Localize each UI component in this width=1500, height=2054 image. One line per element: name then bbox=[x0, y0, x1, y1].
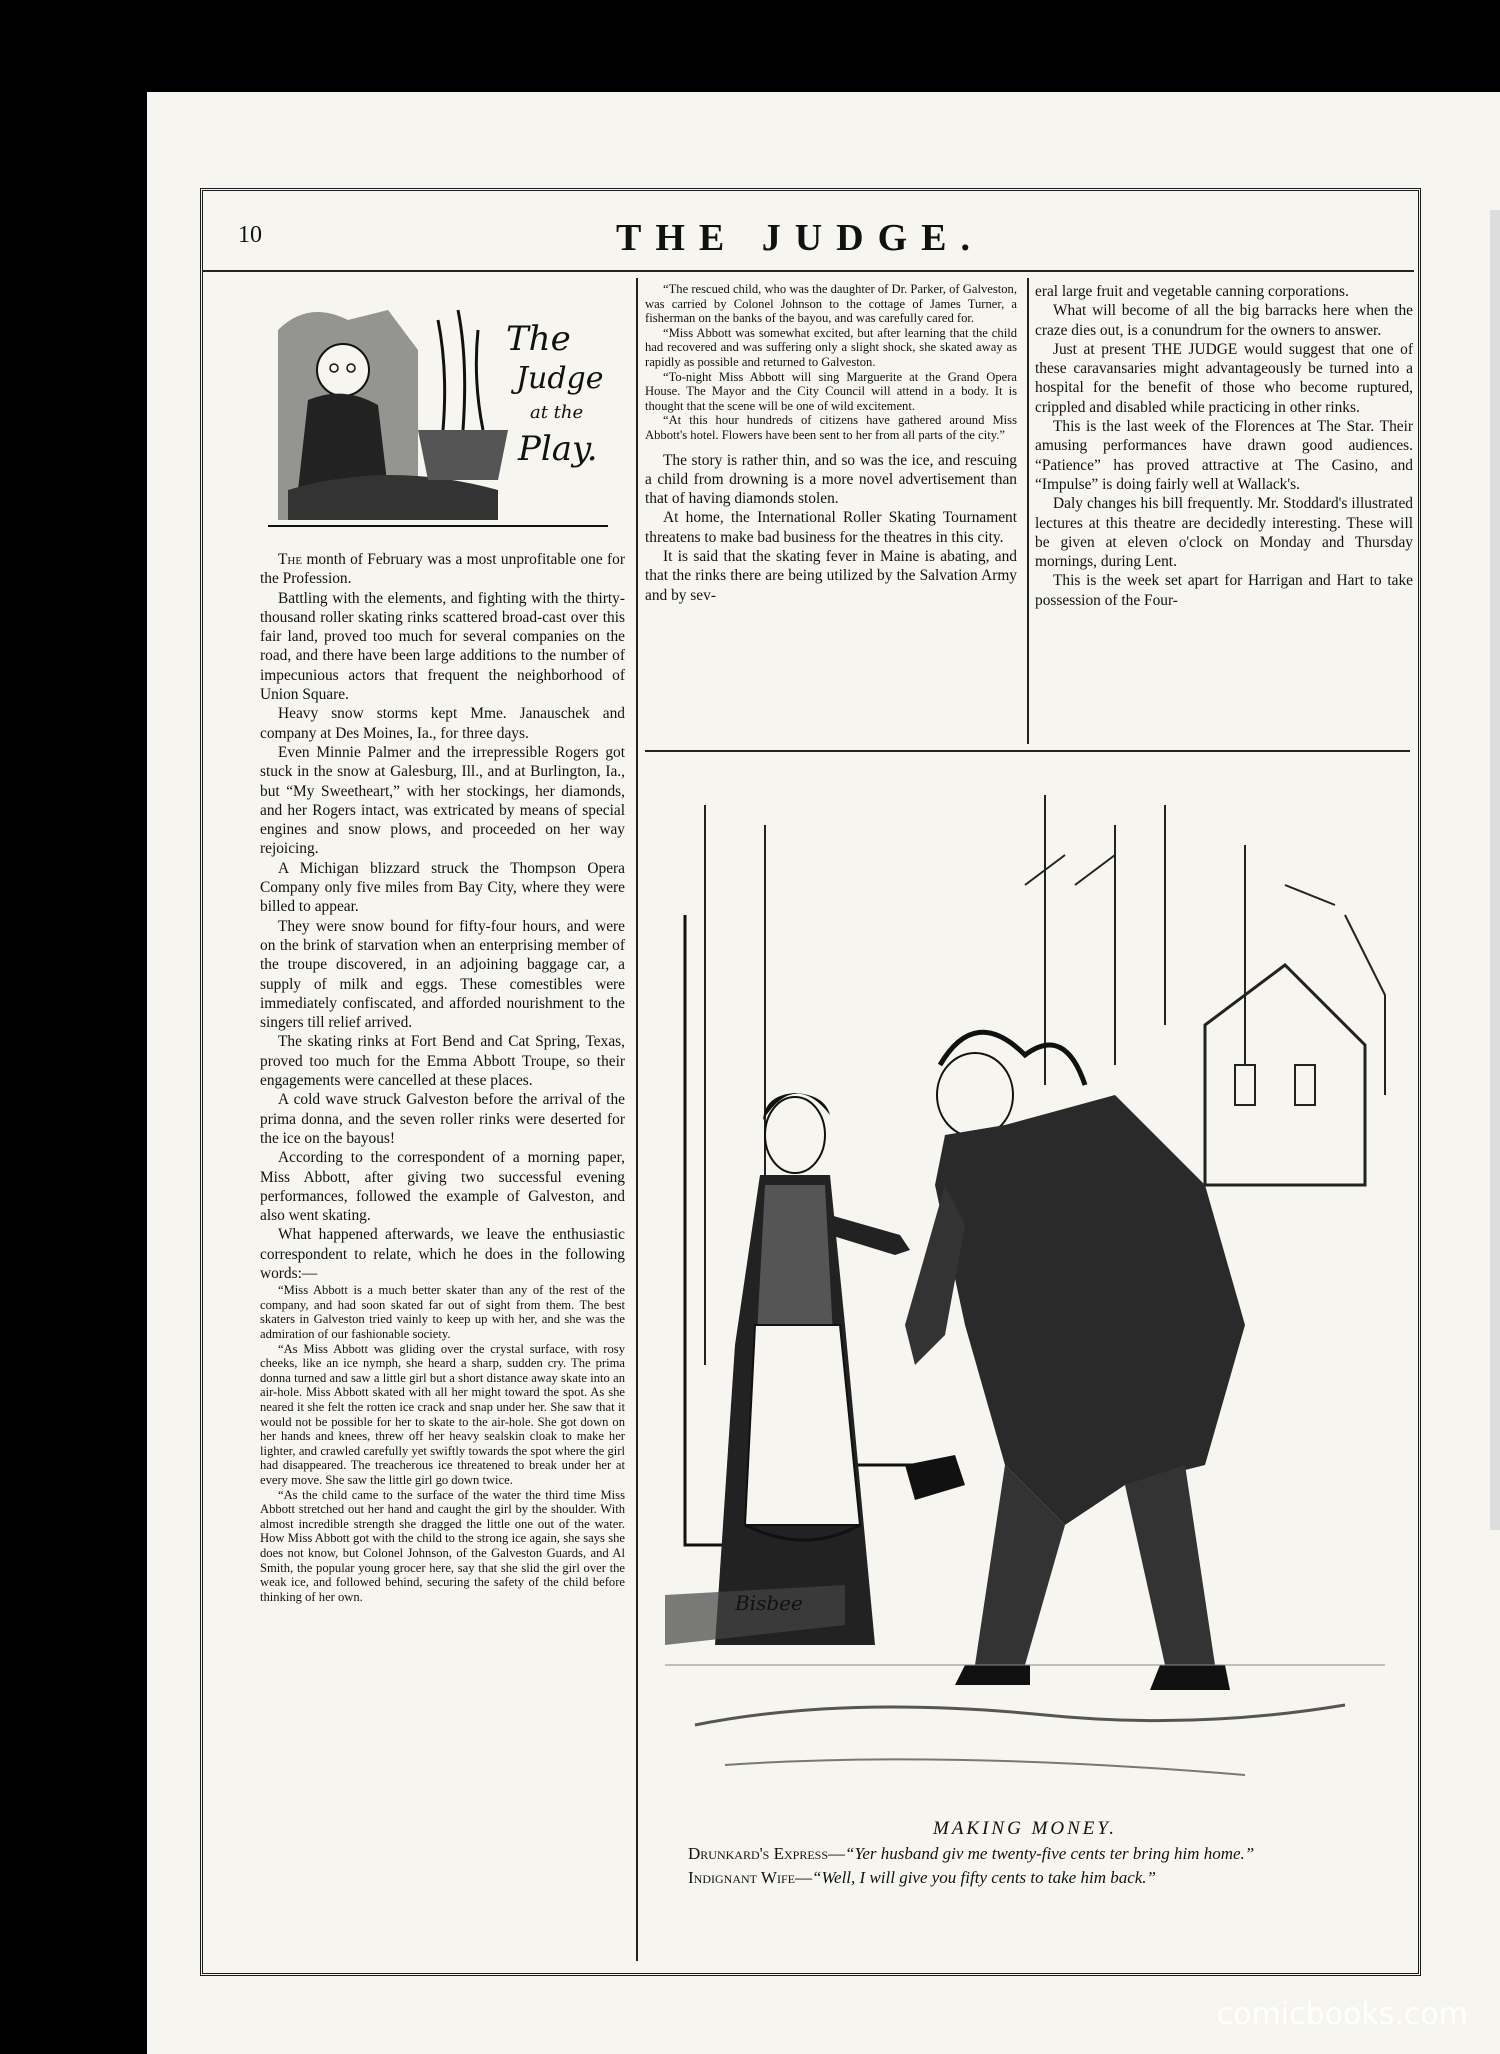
col3-para-2: Just at present THE JUDGE would suggest that one of these caravansaries might advantageously be turned into a hospital for the benefit of those who become ruptured, crippled and disabled while practicing in other rinks. bbox=[1035, 340, 1413, 416]
svg-text:The: The bbox=[506, 319, 571, 359]
col3-para-0: eral large fruit and vegetable canning corporations. bbox=[1035, 283, 1349, 300]
column-2 bbox=[645, 282, 1017, 605]
col1-para-1: Battling with the elements, and fighting with the thirty-thousand roller skating rinks scattered broad-cast over this fair land, proved too much for several companies on the road, and there have been large additions to the number of impecunious actors that frequent the neighborhood of Union Square. bbox=[260, 589, 625, 704]
column-divider-2 bbox=[1027, 278, 1029, 744]
svg-text:Judge: Judge bbox=[516, 361, 604, 396]
col1-quote-1: “As Miss Abbott was gliding over the crystal surface, with rosy cheeks, like an ice nymph, she heard a sharp, sudden cry. The prima donna turned and saw a little girl but a short distance away skate into an air-hole. Miss Abbott skated with all her might toward the spot. As she neared it she felt the rotten ice crack and snap under her. She saw that it would not be possible for her to skate to the air-hole. She got down on her hands and knees, threw off her heavy sealskin cloak to make her lighter, and crawled carefully yet swiftly towards the spot where the girl had disappeared. The treacherous ice threatened to break under her at every move. She saw the little girl go down twice. bbox=[260, 1341, 625, 1487]
masthead-title: THE JUDGE. bbox=[615, 217, 985, 259]
col1-para-6: The skating rinks at Fort Bend and Cat Spring, Texas, proved too much for the Emma Abbott Troupe, so their engagements were cancelled at these places. bbox=[260, 1033, 625, 1090]
caption-text-1: “Yer husband giv me twenty-five cents ter bring him home.” bbox=[845, 1844, 1255, 1863]
svg-text:Play.: Play. bbox=[518, 429, 598, 469]
svg-text:at the: at the bbox=[530, 402, 584, 423]
col1-para-2: Heavy snow storms kept Mme. Janauschek and company at Des Moines, Ia., for three days. bbox=[260, 705, 625, 742]
col1-para-8: According to the correspondent of a morning paper, Miss Abbott, after giving two successful evening performances, followed the example of Galveston, and also went skating. bbox=[260, 1149, 625, 1225]
col2-quote-0: “The rescued child, who was the daughter of Dr. Parker, of Galveston, was carried by Colonel Johnson to the cottage of James Turner, a fisherman on the banks of the bayou, and was carefully cared for. bbox=[645, 282, 1017, 326]
col1-para-3: Even Minnie Palmer and the irrepressible Rogers got stuck in the snow at Galesburg, Ill., and at Burlington, Ia., but “My Sweetheart,” with her stockings, her diamonds, and her Rogers intact, was extricated by means of special engines and snow plows, and proceeded on her way rejoicing. bbox=[260, 743, 625, 858]
col3-para-4: Daly changes his bill frequently. Mr. Stoddard's illustrated lectures at this theatre are decidedly interesting. These will be given at eleven o'clock on Monday and Thursday mornings, during Lent. bbox=[1035, 495, 1413, 571]
column-1 bbox=[260, 550, 625, 1604]
col1-para-0 bbox=[260, 550, 625, 589]
col3-para-3: This is the last week of the Florences at The Star. Their amusing performances have drawn good audiences. “Patience” has proved attractive at The Casino, and “Impulse” is doing fairly well at Wallack's. bbox=[1035, 418, 1413, 493]
col3-para-1: What will become of all the big barracks here when the craze dies out, is a conundrum for the owners to answer. bbox=[1035, 302, 1413, 339]
col2-quote-1: “Miss Abbott was somewhat excited, but after learning that the child had recovered and was suffering only a slight shock, she skated away as rapidly as possible and returned to Galveston. bbox=[645, 325, 1017, 369]
col1-para-5: They were snow bound for fifty-four hours, and were on the brink of starvation when an enterprising member of the troupe discovered, in an adjoining baggage car, a supply of milk and eggs. These comestibles were immediately confiscated, and afforded nourishment to the singers till relief arrived. bbox=[260, 917, 625, 1032]
col1-para-7: A cold wave struck Galveston before the arrival of the prima donna, and the seven roller rinks were deserted for the ice on the bayous! bbox=[260, 1091, 625, 1147]
col1-para-0-text: month of February was a most unprofitable one for the Profession. bbox=[260, 551, 625, 588]
making-money-cartoon bbox=[645, 765, 1405, 1805]
col2-para-1: At home, the International Roller Skating Tournament threatens to make bad business for the theatres in this city. bbox=[645, 509, 1017, 546]
col2-quote-2: “To-night Miss Abbott will sing Marguerite at the Grand Opera House. The Mayor and the City Council will attend in a body. It is thought that the scene will be one of wild excitement. bbox=[645, 369, 1017, 413]
judge-at-play-heading-illustration bbox=[268, 290, 608, 528]
adjacent-page-edge bbox=[1490, 210, 1500, 1530]
col3-para-5: This is the week set apart for Harrigan and Hart to take possession of the Four- bbox=[1035, 572, 1413, 609]
caption-speaker-1: Drunkard's Express— bbox=[688, 1844, 846, 1863]
column-3 bbox=[1035, 282, 1413, 610]
column-divider-1 bbox=[636, 278, 638, 1961]
caption-line-2 bbox=[688, 1868, 1408, 1888]
col1-quote-2: “As the child came to the surface of the water the third time Miss Abbott stretched out her hand and caught the girl by the shoulder. With almost incredible strength she dragged the little one out of the water. How Miss Abbott got with the child to the strong ice again, she says she does not know, but Colonel Johnson, of the Galveston Guards, and Al Smith, the popular young grocer here, say that she slid the girl over the weak ice, and followed behind, securing the safety of the child before thinking of her own. bbox=[260, 1487, 625, 1604]
col1-para-4: A Michigan blizzard struck the Thompson Opera Company only five miles from Bay City, where they were billed to appear. bbox=[260, 859, 625, 916]
col1-quote-0: “Miss Abbott is a much better skater than any of the rest of the company, and had soon skated far out of sight from them. The best skaters in Galveston tried vainly to keep up with her, and she was the admiration of our fashionable society. bbox=[260, 1283, 625, 1342]
caption-line-1 bbox=[688, 1844, 1408, 1864]
caption-speaker-2: Indignant Wife— bbox=[688, 1868, 812, 1887]
artist-signature: Bisbee bbox=[735, 1591, 803, 1615]
col2-para-0: The story is rather thin, and so was the ice, and rescuing a child from drowning is a more novel advertisement than that of having diamonds stolen. bbox=[645, 451, 1017, 508]
cartoon-title: MAKING MONEY. bbox=[933, 1818, 1117, 1839]
page-number: 10 bbox=[238, 222, 262, 248]
col2-para-2: It is said that the skating fever in Maine is abating, and that the rinks there are being utilized by the Salvation Army and by sev- bbox=[645, 548, 1017, 604]
col1-first-word: The bbox=[278, 551, 303, 568]
caption-text-2: “Well, I will give you fifty cents to take him back.” bbox=[811, 1868, 1157, 1887]
col1-para-9: What happened afterwards, we leave the enthusiastic correspondent to relate, which he does in the following words:— bbox=[260, 1226, 625, 1282]
header-rule bbox=[202, 270, 1414, 272]
watermark-text: comicbooks.com bbox=[1216, 1997, 1468, 2032]
cartoon-top-rule bbox=[645, 750, 1410, 752]
col2-quote-3: “At this hour hundreds of citizens have gathered around Miss Abbott's hotel. Flowers have been sent to her from all parts of the city.” bbox=[645, 413, 1017, 442]
